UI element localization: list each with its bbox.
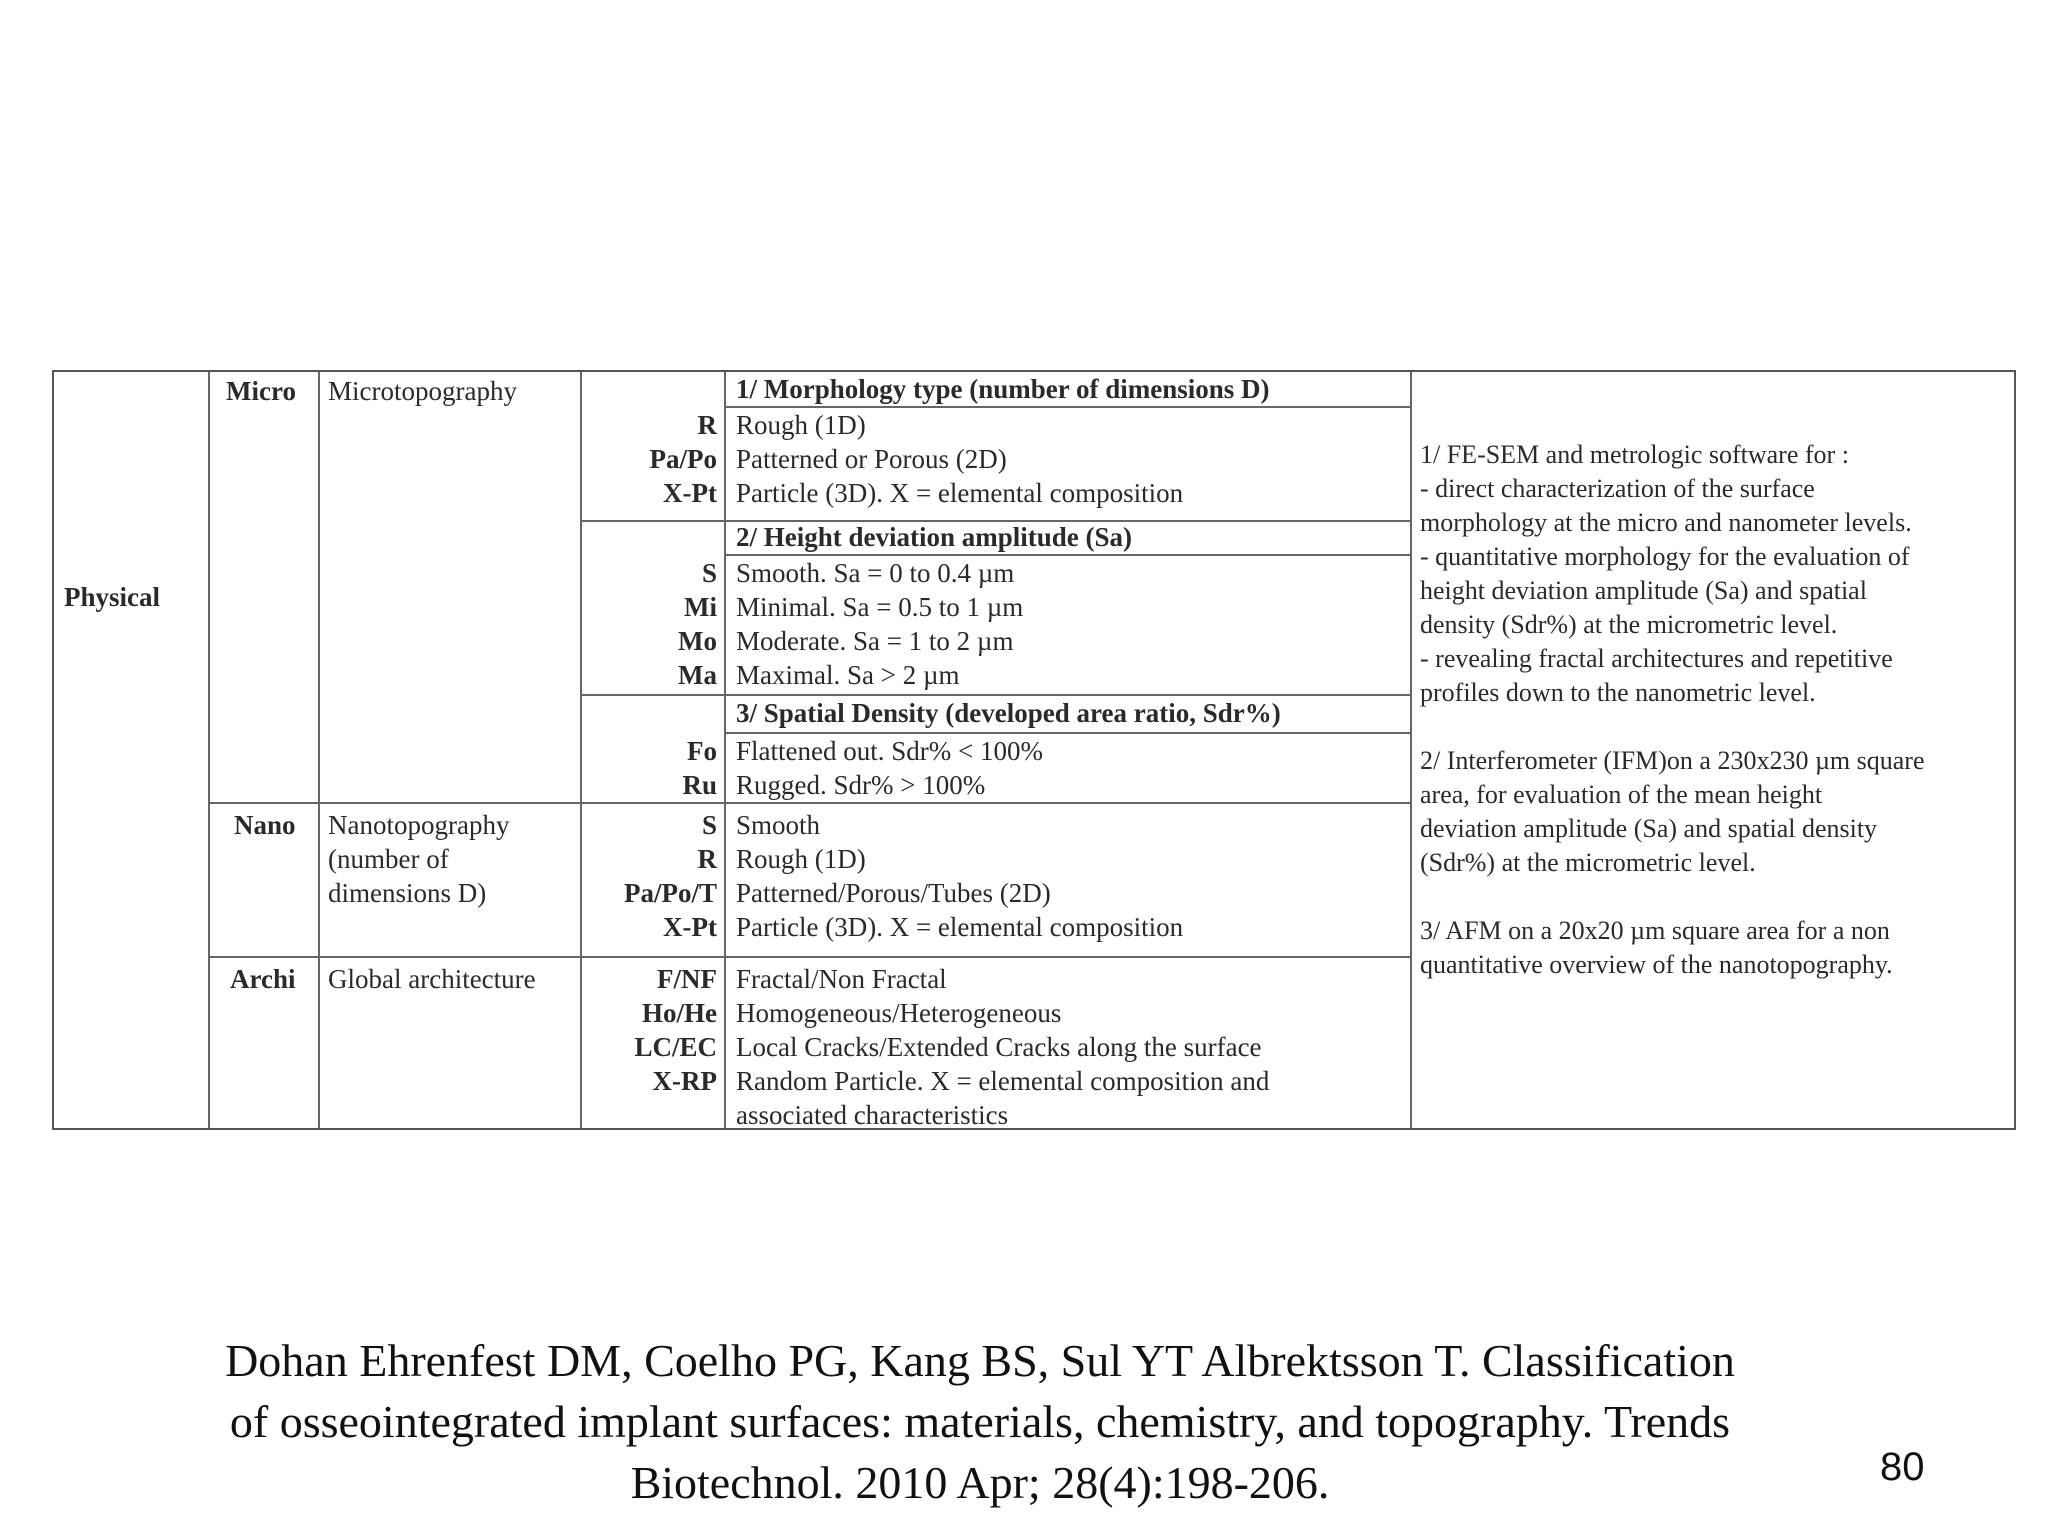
desc-cell: Maximal. Sa > 2 µm bbox=[736, 660, 960, 690]
citation-line: Dohan Ehrenfest DM, Coelho PG, Kang BS, Sul YT Albrektsson T. Classification bbox=[225, 1335, 1735, 1386]
group-name-archi: Global architecture bbox=[328, 964, 536, 994]
code-cell: X-Pt bbox=[663, 478, 717, 508]
code-cell: X-Pt bbox=[663, 912, 717, 942]
citation-line: Biotechnol. 2010 Apr; 28(4):198-206. bbox=[630, 1457, 1330, 1508]
code-cell: X-RP bbox=[652, 1066, 717, 1096]
scale-label-micro: Micro bbox=[226, 376, 296, 406]
code-cell: Pa/Po/T bbox=[624, 878, 717, 908]
section-header-height: 2/ Height deviation amplitude (Sa) bbox=[736, 522, 1133, 552]
desc-cell: Homogeneous/Heterogeneous bbox=[736, 998, 1062, 1028]
row-divider bbox=[208, 802, 1410, 804]
row-divider bbox=[208, 956, 1410, 958]
col-divider bbox=[580, 372, 582, 1128]
citation bbox=[100, 1330, 1860, 1513]
method-line: - revealing fractal architectures and repetitive bbox=[1420, 644, 1893, 673]
code-cell: F/NF bbox=[657, 964, 717, 994]
group-name-micro: Microtopography bbox=[328, 376, 517, 406]
method-line: density (Sdr%) at the micrometric level. bbox=[1420, 610, 1838, 639]
desc-cell: Patterned/Porous/Tubes (2D) bbox=[736, 878, 1051, 908]
method-line: height deviation amplitude (Sa) and spatial bbox=[1420, 576, 1867, 605]
code-cell: S bbox=[701, 810, 717, 840]
code-cell: R bbox=[697, 844, 717, 874]
method-line: (Sdr%) at the micrometric level. bbox=[1420, 848, 1756, 877]
desc-cell: Rugged. Sdr% > 100% bbox=[736, 770, 986, 800]
method-line: - direct characterization of the surface bbox=[1420, 474, 1815, 503]
col-divider bbox=[208, 372, 210, 1128]
code-cell: R bbox=[697, 410, 717, 440]
code-cell: Pa/Po bbox=[649, 444, 717, 474]
code-cell: Ho/He bbox=[642, 998, 717, 1028]
desc-cell: Flattened out. Sdr% < 100% bbox=[736, 736, 1043, 766]
desc-cell: Smooth. Sa = 0 to 0.4 µm bbox=[736, 558, 1015, 588]
col-divider bbox=[318, 372, 320, 1128]
code-cell: Mi bbox=[684, 592, 717, 622]
page-number: 80 bbox=[1880, 1445, 1925, 1489]
desc-cell: Patterned or Porous (2D) bbox=[736, 444, 1007, 474]
method-line: area, for evaluation of the mean height bbox=[1420, 780, 1823, 809]
method-line: morphology at the micro and nanometer levels. bbox=[1420, 508, 1912, 537]
code-cell: Mo bbox=[678, 626, 717, 656]
desc-cell: Local Cracks/Extended Cracks along the surface bbox=[736, 1032, 1262, 1062]
paragraph-gap bbox=[1420, 880, 1925, 914]
category-label: Physical bbox=[64, 582, 161, 612]
method-line: - quantitative morphology for the evaluation of bbox=[1420, 542, 1910, 571]
method-line: profiles down to the nanometric level. bbox=[1420, 678, 1816, 707]
col-divider bbox=[724, 372, 726, 1128]
classification-table bbox=[52, 370, 2016, 1130]
code-cell: LC/EC bbox=[634, 1032, 717, 1062]
section-header-morphology: 1/ Morphology type (number of dimensions D) bbox=[736, 374, 1270, 404]
method-line: 3/ AFM on a 20x20 µm square area for a non bbox=[1420, 916, 1890, 945]
group-name-nano: (number of bbox=[328, 844, 449, 874]
methods-column bbox=[1420, 438, 1925, 982]
code-cell: S bbox=[701, 558, 717, 588]
desc-cell: Particle (3D). X = elemental composition bbox=[736, 478, 1184, 508]
method-line: 1/ FE-SEM and metrologic software for : bbox=[1420, 440, 1849, 469]
desc-cell: Rough (1D) bbox=[736, 410, 866, 440]
desc-cell: Minimal. Sa = 0.5 to 1 µm bbox=[736, 592, 1024, 622]
code-cell: Ma bbox=[678, 660, 717, 690]
group-name-nano: Nanotopography bbox=[328, 810, 510, 840]
code-cell: Fo bbox=[687, 736, 717, 766]
method-line: 2/ Interferometer (IFM)on a 230x230 µm square bbox=[1420, 746, 1925, 775]
desc-cell: associated characteristics bbox=[736, 1100, 1009, 1130]
citation-line: of osseointegrated implant surfaces: materials, chemistry, and topography. Trends bbox=[229, 1396, 1731, 1447]
scale-label-archi: Archi bbox=[230, 964, 296, 994]
desc-cell: Particle (3D). X = elemental composition bbox=[736, 912, 1184, 942]
desc-cell: Rough (1D) bbox=[736, 844, 866, 874]
desc-cell: Fractal/Non Fractal bbox=[736, 964, 947, 994]
paragraph-gap bbox=[1420, 710, 1925, 744]
col-divider bbox=[1410, 372, 1412, 1128]
desc-cell: Smooth bbox=[736, 810, 821, 840]
method-line: quantitative overview of the nanotopography. bbox=[1420, 950, 1893, 979]
group-name-nano: dimensions D) bbox=[328, 878, 487, 908]
desc-cell: Random Particle. X = elemental composition and bbox=[736, 1066, 1270, 1096]
method-line: deviation amplitude (Sa) and spatial density bbox=[1420, 814, 1878, 843]
scale-label-nano: Nano bbox=[234, 810, 296, 840]
code-cell: Ru bbox=[682, 770, 717, 800]
desc-cell: Moderate. Sa = 1 to 2 µm bbox=[736, 626, 1014, 656]
section-header-density: 3/ Spatial Density (developed area ratio, Sdr%) bbox=[736, 698, 1281, 728]
